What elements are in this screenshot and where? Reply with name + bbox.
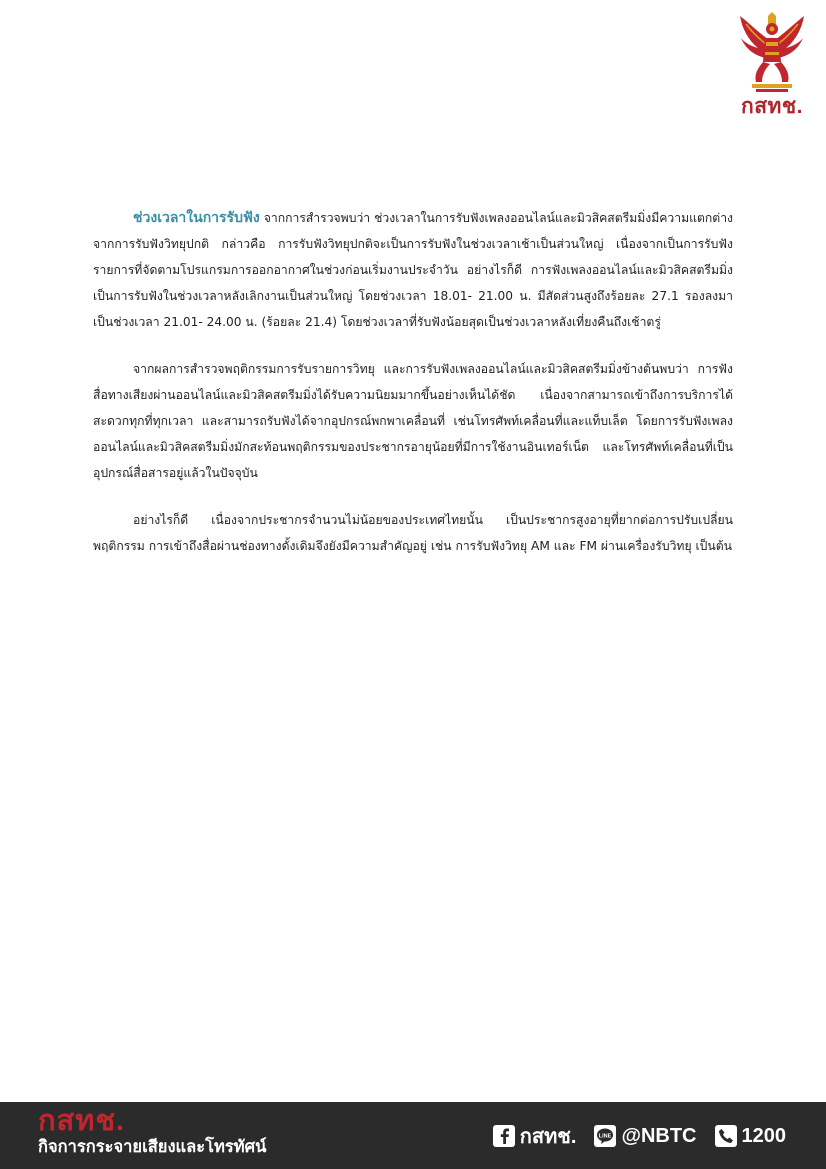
facebook-icon bbox=[493, 1125, 515, 1147]
garuda-emblem-icon bbox=[738, 12, 806, 94]
paragraph-survey-results: จากผลการสำรวจพฤติกรรมการรับรายการวิทยุ และการรับฟังเพลงออนไลน์และมิวสิคสตรีมมิ่งข้างต้นพบว่า การฟังสื่อทางเสียงผ่านออนไลน์และมิวสิคสตรีมมิ่งได้รับความนิยมมากขึ้นอย่างเห็นได้ชัด เนื่องจากสามารถเข้าถึงการบริการได้สะดวกทุกที่ทุกเวลา และสามารถรับฟังได้จากอุปกรณ์พกพาเคลื่อนที่ เช่นโทรศัพท์เคลื่อนที่และแท็บเล็ต โดยการรับฟังเพลงออนไลน์และมิวสิคสตรีมมิ่งมักสะท้อนพฤติกรรมของประชากรอายุน้อยที่มีการใช้งานอินเทอร์เน็ต และโทรศัพท์เคลื่อนที่เป็นอุปกรณ์สื่อสารอยู่แล้วในปัจจุบัน bbox=[93, 362, 733, 480]
footer-contacts bbox=[493, 1122, 786, 1150]
section-heading: ช่วงเวลาในการรับฟัง bbox=[133, 210, 260, 226]
paragraph-text: จากการสำรวจพบว่า ช่วงเวลาในการรับฟังเพลงออนไลน์และมิวสิคสตรีมมิ่งมีความแตกต่างจากการรับฟังวิทยุปกติ กล่าวคือ การรับฟังวิทยุปกติจะเป็นการรับฟังในช่วงเวลาเช้าเป็นส่วนใหญ่ เนื่องจากเป็นการรับฟังรายการที่จัดตามโปรแกรมการออกอากาศในช่วงก่อนเริ่มงานประจำวัน อย่างไรก็ดี การฟังเพลงออนไลน์และมิวสิคสตรีมมิ่งเป็นการรับฟังในช่วงเวลาหลังเลิกงานเป็นส่วนใหญ่ โดยช่วงเวลา 18.01- 21.00 น. มีสัดส่วนสูงถึงร้อยละ 27.1 รองลงมาเป็นช่วงเวลา 21.01- 24.00 น. (ร้อยละ 21.4) โดยช่วงเวลาที่รับฟังน้อยสุดเป็นช่วงเวลาหลังเที่ยงคืนถึงเช้าตรู่ bbox=[93, 211, 733, 329]
phone-contact[interactable] bbox=[715, 1125, 787, 1148]
line-contact[interactable] bbox=[594, 1125, 696, 1148]
paragraph-conclusion: อย่างไรก็ดี เนื่องจากประชากรจำนวนไม่น้อยของประเทศไทยนั้น เป็นประชากรสูงอายุที่ยากต่อการปรับเปลี่ยนพฤติกรรม การเข้าถึงสื่อผ่านช่องทางดั้งเดิมจึงยังมีความสำคัญอยู่ เช่น การรับฟังวิทยุ AM และ FM ผ่านเครื่องรับวิทยุ เป็นต้น bbox=[93, 513, 733, 553]
brand-subtitle: กิจการกระจายเสียงและโทรทัศน์ bbox=[38, 1138, 267, 1156]
document-body bbox=[93, 205, 733, 580]
phone-icon bbox=[715, 1125, 737, 1147]
footer-bar bbox=[0, 1102, 826, 1169]
line-icon bbox=[594, 1125, 616, 1147]
footer-brand bbox=[38, 1106, 266, 1158]
facebook-contact[interactable] bbox=[493, 1120, 577, 1152]
svg-text:LINE: LINE bbox=[599, 1133, 612, 1140]
brand-name: กสทช. bbox=[38, 1105, 126, 1137]
phone-label: 1200 bbox=[741, 1124, 786, 1147]
line-label: @NBTC bbox=[621, 1124, 697, 1147]
logo-text: กสทช. bbox=[741, 95, 803, 118]
nbtc-logo bbox=[736, 12, 808, 122]
facebook-label: กสทช. bbox=[519, 1126, 577, 1148]
paragraph-listening-time bbox=[93, 205, 733, 335]
